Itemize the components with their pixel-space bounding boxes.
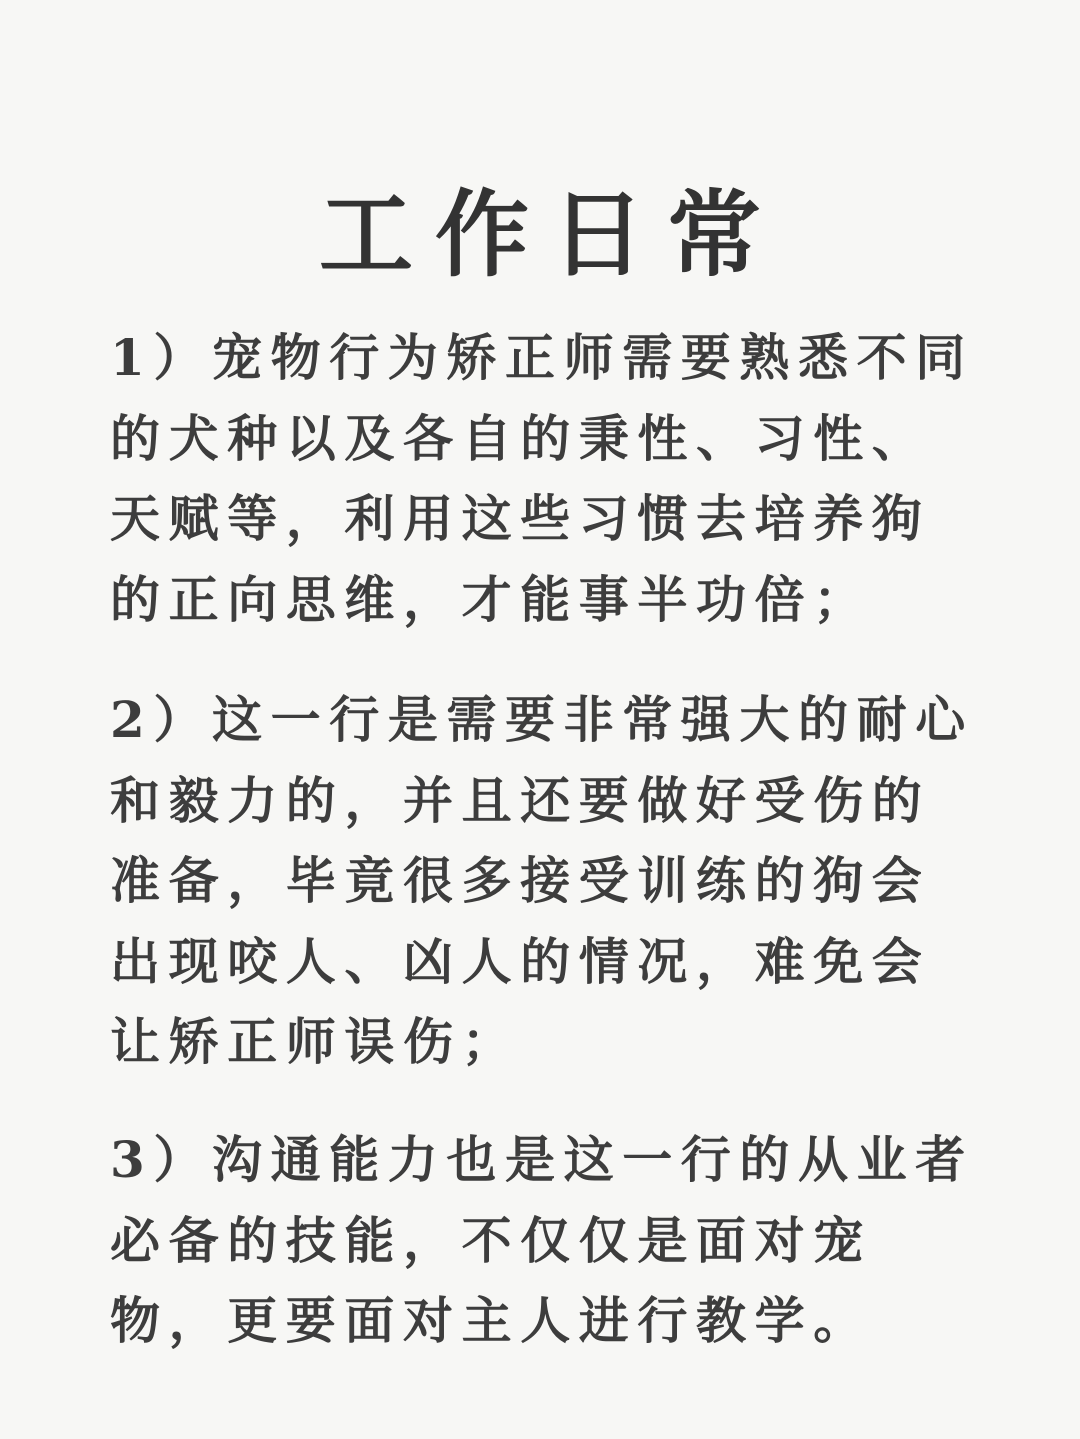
paragraph-1: 1）宠物行为矫正师需要熟悉不同的犬种以及各自的秉性、习性、天赋等，利用这些习惯去培养狗的正向思维，才能事半功倍； <box>110 328 974 629</box>
paragraph-3: 3）沟通能力也是这一行的从业者必备的技能，不仅仅是面对宠物，更要面对主人进行教学。 <box>110 1130 974 1350</box>
paragraph-2: 2）这一行是需要非常强大的耐心和毅力的，并且还要做好受伤的准备，毕竟很多接受训练的狗会出现咬人、凶人的情况，难免会让矫正师误伤； <box>110 690 974 1071</box>
page-title: 工作日常 <box>318 179 783 290</box>
